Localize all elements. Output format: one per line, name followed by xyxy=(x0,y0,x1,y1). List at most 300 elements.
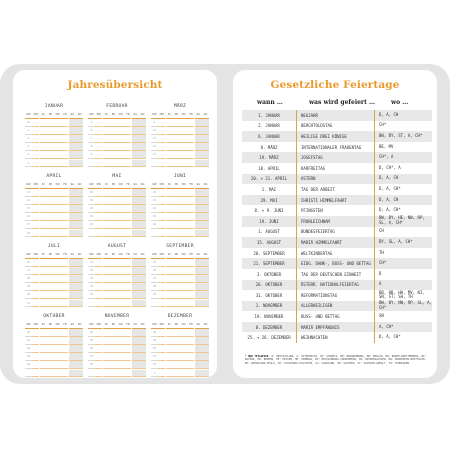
day-cell[interactable] xyxy=(47,291,54,299)
day-cell[interactable] xyxy=(202,205,209,213)
day-cell[interactable] xyxy=(103,283,110,291)
day-cell[interactable] xyxy=(54,361,61,369)
day-cell[interactable] xyxy=(195,267,202,275)
day-cell[interactable] xyxy=(173,230,180,238)
day-cell[interactable] xyxy=(132,205,139,213)
day-cell[interactable] xyxy=(76,127,83,135)
day-cell[interactable] xyxy=(187,127,194,135)
day-cell[interactable] xyxy=(54,259,61,267)
day-cell[interactable] xyxy=(32,135,39,143)
day-cell[interactable] xyxy=(166,221,173,229)
day-cell[interactable] xyxy=(139,205,146,213)
day-cell[interactable] xyxy=(103,353,110,361)
day-cell[interactable] xyxy=(69,151,76,159)
day-cell[interactable] xyxy=(187,189,194,197)
day-cell[interactable] xyxy=(95,230,102,238)
day-cell[interactable] xyxy=(166,300,173,308)
day-cell[interactable] xyxy=(195,300,202,308)
day-cell[interactable] xyxy=(95,221,102,229)
day-cell[interactable] xyxy=(132,283,139,291)
day-cell[interactable] xyxy=(117,259,124,267)
day-cell[interactable] xyxy=(202,291,209,299)
day-cell[interactable] xyxy=(195,221,202,229)
day-cell[interactable] xyxy=(158,267,165,275)
day-cell[interactable] xyxy=(61,337,68,345)
day-cell[interactable] xyxy=(117,221,124,229)
day-cell[interactable] xyxy=(173,353,180,361)
day-cell[interactable] xyxy=(103,205,110,213)
day-cell[interactable] xyxy=(132,275,139,283)
day-cell[interactable] xyxy=(117,127,124,135)
day-cell[interactable] xyxy=(202,151,209,159)
day-cell[interactable] xyxy=(166,283,173,291)
day-cell[interactable] xyxy=(124,189,131,197)
day-cell[interactable] xyxy=(95,205,102,213)
day-cell[interactable] xyxy=(110,300,117,308)
day-cell[interactable] xyxy=(166,205,173,213)
day-cell[interactable] xyxy=(76,283,83,291)
day-cell[interactable] xyxy=(158,329,165,337)
day-cell[interactable] xyxy=(124,119,131,127)
day-cell[interactable] xyxy=(173,119,180,127)
day-cell[interactable] xyxy=(103,267,110,275)
day-cell[interactable] xyxy=(47,221,54,229)
day-cell[interactable] xyxy=(47,267,54,275)
day-cell[interactable] xyxy=(180,291,187,299)
day-cell[interactable] xyxy=(110,127,117,135)
day-cell[interactable] xyxy=(69,160,76,168)
day-cell[interactable] xyxy=(187,291,194,299)
day-cell[interactable] xyxy=(158,135,165,143)
day-cell[interactable] xyxy=(180,329,187,337)
day-cell[interactable] xyxy=(124,337,131,345)
day-cell[interactable] xyxy=(61,230,68,238)
day-cell[interactable] xyxy=(76,291,83,299)
day-cell[interactable] xyxy=(110,189,117,197)
day-cell[interactable] xyxy=(158,189,165,197)
day-cell[interactable] xyxy=(173,370,180,378)
day-cell[interactable] xyxy=(139,300,146,308)
day-cell[interactable] xyxy=(180,197,187,205)
day-cell[interactable] xyxy=(76,197,83,205)
day-cell[interactable] xyxy=(32,213,39,221)
day-cell[interactable] xyxy=(187,259,194,267)
day-cell[interactable] xyxy=(32,127,39,135)
day-cell[interactable] xyxy=(187,337,194,345)
day-cell[interactable] xyxy=(69,353,76,361)
day-cell[interactable] xyxy=(95,275,102,283)
day-cell[interactable] xyxy=(95,361,102,369)
day-cell[interactable] xyxy=(40,135,47,143)
day-cell[interactable] xyxy=(69,370,76,378)
day-cell[interactable] xyxy=(103,230,110,238)
day-cell[interactable] xyxy=(124,300,131,308)
day-cell[interactable] xyxy=(95,337,102,345)
day-cell[interactable] xyxy=(132,259,139,267)
day-cell[interactable] xyxy=(195,189,202,197)
day-cell[interactable] xyxy=(32,267,39,275)
day-cell[interactable] xyxy=(139,267,146,275)
day-cell[interactable] xyxy=(117,283,124,291)
day-cell[interactable] xyxy=(132,151,139,159)
day-cell[interactable] xyxy=(47,213,54,221)
day-cell[interactable] xyxy=(95,189,102,197)
day-cell[interactable] xyxy=(195,230,202,238)
day-cell[interactable] xyxy=(158,337,165,345)
day-cell[interactable] xyxy=(40,370,47,378)
day-cell[interactable] xyxy=(202,337,209,345)
day-cell[interactable] xyxy=(110,119,117,127)
day-cell[interactable] xyxy=(103,275,110,283)
day-cell[interactable] xyxy=(54,345,61,353)
day-cell[interactable] xyxy=(103,370,110,378)
day-cell[interactable] xyxy=(110,230,117,238)
day-cell[interactable] xyxy=(173,300,180,308)
day-cell[interactable] xyxy=(117,135,124,143)
day-cell[interactable] xyxy=(132,300,139,308)
day-cell[interactable] xyxy=(103,160,110,168)
day-cell[interactable] xyxy=(54,230,61,238)
day-cell[interactable] xyxy=(110,291,117,299)
day-cell[interactable] xyxy=(173,189,180,197)
day-cell[interactable] xyxy=(139,127,146,135)
day-cell[interactable] xyxy=(117,230,124,238)
day-cell[interactable] xyxy=(173,221,180,229)
day-cell[interactable] xyxy=(202,353,209,361)
day-cell[interactable] xyxy=(124,329,131,337)
day-cell[interactable] xyxy=(40,127,47,135)
day-cell[interactable] xyxy=(132,213,139,221)
day-cell[interactable] xyxy=(54,127,61,135)
day-cell[interactable] xyxy=(61,259,68,267)
day-cell[interactable] xyxy=(139,370,146,378)
day-cell[interactable] xyxy=(124,135,131,143)
day-cell[interactable] xyxy=(32,221,39,229)
day-cell[interactable] xyxy=(158,300,165,308)
day-cell[interactable] xyxy=(158,291,165,299)
day-cell[interactable] xyxy=(195,370,202,378)
day-cell[interactable] xyxy=(54,291,61,299)
day-cell[interactable] xyxy=(139,221,146,229)
day-cell[interactable] xyxy=(166,127,173,135)
day-cell[interactable] xyxy=(124,205,131,213)
day-cell[interactable] xyxy=(202,143,209,151)
day-cell[interactable] xyxy=(173,291,180,299)
day-cell[interactable] xyxy=(47,259,54,267)
day-cell[interactable] xyxy=(40,345,47,353)
day-cell[interactable] xyxy=(76,213,83,221)
day-cell[interactable] xyxy=(103,291,110,299)
day-cell[interactable] xyxy=(124,160,131,168)
day-cell[interactable] xyxy=(117,300,124,308)
day-cell[interactable] xyxy=(32,119,39,127)
day-cell[interactable] xyxy=(69,291,76,299)
day-cell[interactable] xyxy=(132,221,139,229)
day-cell[interactable] xyxy=(95,213,102,221)
day-cell[interactable] xyxy=(173,267,180,275)
day-cell[interactable] xyxy=(54,160,61,168)
day-cell[interactable] xyxy=(195,275,202,283)
day-cell[interactable] xyxy=(95,345,102,353)
day-cell[interactable] xyxy=(40,160,47,168)
day-cell[interactable] xyxy=(69,189,76,197)
day-cell[interactable] xyxy=(180,143,187,151)
day-cell[interactable] xyxy=(40,230,47,238)
day-cell[interactable] xyxy=(69,135,76,143)
day-cell[interactable] xyxy=(158,205,165,213)
day-cell[interactable] xyxy=(76,135,83,143)
day-cell[interactable] xyxy=(173,345,180,353)
day-cell[interactable] xyxy=(69,275,76,283)
day-cell[interactable] xyxy=(195,337,202,345)
day-cell[interactable] xyxy=(166,361,173,369)
day-cell[interactable] xyxy=(47,119,54,127)
day-cell[interactable] xyxy=(139,337,146,345)
day-cell[interactable] xyxy=(47,143,54,151)
day-cell[interactable] xyxy=(47,197,54,205)
day-cell[interactable] xyxy=(110,275,117,283)
day-cell[interactable] xyxy=(32,197,39,205)
day-cell[interactable] xyxy=(40,361,47,369)
day-cell[interactable] xyxy=(202,221,209,229)
day-cell[interactable] xyxy=(95,119,102,127)
day-cell[interactable] xyxy=(187,143,194,151)
day-cell[interactable] xyxy=(180,353,187,361)
day-cell[interactable] xyxy=(76,275,83,283)
day-cell[interactable] xyxy=(76,345,83,353)
day-cell[interactable] xyxy=(166,337,173,345)
day-cell[interactable] xyxy=(32,143,39,151)
day-cell[interactable] xyxy=(158,370,165,378)
day-cell[interactable] xyxy=(139,275,146,283)
day-cell[interactable] xyxy=(180,127,187,135)
day-cell[interactable] xyxy=(124,197,131,205)
day-cell[interactable] xyxy=(132,353,139,361)
day-cell[interactable] xyxy=(95,151,102,159)
day-cell[interactable] xyxy=(117,337,124,345)
day-cell[interactable] xyxy=(117,160,124,168)
day-cell[interactable] xyxy=(61,135,68,143)
day-cell[interactable] xyxy=(103,119,110,127)
day-cell[interactable] xyxy=(195,197,202,205)
day-cell[interactable] xyxy=(124,291,131,299)
day-cell[interactable] xyxy=(180,160,187,168)
day-cell[interactable] xyxy=(54,337,61,345)
day-cell[interactable] xyxy=(173,143,180,151)
day-cell[interactable] xyxy=(124,151,131,159)
day-cell[interactable] xyxy=(139,259,146,267)
day-cell[interactable] xyxy=(187,213,194,221)
day-cell[interactable] xyxy=(54,329,61,337)
day-cell[interactable] xyxy=(95,300,102,308)
day-cell[interactable] xyxy=(158,221,165,229)
day-cell[interactable] xyxy=(32,329,39,337)
day-cell[interactable] xyxy=(69,205,76,213)
day-cell[interactable] xyxy=(32,151,39,159)
day-cell[interactable] xyxy=(132,135,139,143)
day-cell[interactable] xyxy=(76,160,83,168)
day-cell[interactable] xyxy=(40,221,47,229)
day-cell[interactable] xyxy=(166,259,173,267)
day-cell[interactable] xyxy=(54,151,61,159)
day-cell[interactable] xyxy=(124,345,131,353)
day-cell[interactable] xyxy=(32,337,39,345)
day-cell[interactable] xyxy=(187,345,194,353)
day-cell[interactable] xyxy=(47,300,54,308)
day-cell[interactable] xyxy=(40,329,47,337)
day-cell[interactable] xyxy=(180,119,187,127)
day-cell[interactable] xyxy=(47,127,54,135)
day-cell[interactable] xyxy=(195,205,202,213)
day-cell[interactable] xyxy=(76,143,83,151)
day-cell[interactable] xyxy=(139,353,146,361)
day-cell[interactable] xyxy=(117,353,124,361)
day-cell[interactable] xyxy=(110,205,117,213)
day-cell[interactable] xyxy=(173,259,180,267)
day-cell[interactable] xyxy=(173,275,180,283)
day-cell[interactable] xyxy=(95,329,102,337)
day-cell[interactable] xyxy=(158,353,165,361)
day-cell[interactable] xyxy=(32,345,39,353)
day-cell[interactable] xyxy=(110,370,117,378)
day-cell[interactable] xyxy=(139,197,146,205)
day-cell[interactable] xyxy=(158,230,165,238)
day-cell[interactable] xyxy=(187,205,194,213)
day-cell[interactable] xyxy=(187,283,194,291)
day-cell[interactable] xyxy=(166,291,173,299)
day-cell[interactable] xyxy=(69,283,76,291)
day-cell[interactable] xyxy=(187,135,194,143)
day-cell[interactable] xyxy=(61,361,68,369)
day-cell[interactable] xyxy=(110,329,117,337)
day-cell[interactable] xyxy=(40,151,47,159)
day-cell[interactable] xyxy=(124,259,131,267)
day-cell[interactable] xyxy=(40,283,47,291)
day-cell[interactable] xyxy=(173,361,180,369)
day-cell[interactable] xyxy=(76,221,83,229)
day-cell[interactable] xyxy=(132,345,139,353)
day-cell[interactable] xyxy=(166,189,173,197)
day-cell[interactable] xyxy=(132,370,139,378)
day-cell[interactable] xyxy=(103,197,110,205)
day-cell[interactable] xyxy=(173,283,180,291)
day-cell[interactable] xyxy=(173,151,180,159)
day-cell[interactable] xyxy=(202,197,209,205)
day-cell[interactable] xyxy=(76,189,83,197)
day-cell[interactable] xyxy=(166,353,173,361)
day-cell[interactable] xyxy=(61,197,68,205)
day-cell[interactable] xyxy=(158,361,165,369)
day-cell[interactable] xyxy=(40,189,47,197)
day-cell[interactable] xyxy=(69,119,76,127)
day-cell[interactable] xyxy=(110,213,117,221)
day-cell[interactable] xyxy=(117,205,124,213)
day-cell[interactable] xyxy=(166,230,173,238)
day-cell[interactable] xyxy=(173,205,180,213)
day-cell[interactable] xyxy=(180,267,187,275)
day-cell[interactable] xyxy=(32,283,39,291)
day-cell[interactable] xyxy=(195,345,202,353)
day-cell[interactable] xyxy=(187,275,194,283)
day-cell[interactable] xyxy=(132,189,139,197)
day-cell[interactable] xyxy=(61,300,68,308)
day-cell[interactable] xyxy=(195,329,202,337)
day-cell[interactable] xyxy=(103,329,110,337)
day-cell[interactable] xyxy=(76,300,83,308)
day-cell[interactable] xyxy=(202,370,209,378)
day-cell[interactable] xyxy=(32,189,39,197)
day-cell[interactable] xyxy=(124,283,131,291)
day-cell[interactable] xyxy=(95,197,102,205)
day-cell[interactable] xyxy=(124,275,131,283)
day-cell[interactable] xyxy=(195,119,202,127)
day-cell[interactable] xyxy=(180,259,187,267)
day-cell[interactable] xyxy=(202,160,209,168)
day-cell[interactable] xyxy=(103,127,110,135)
day-cell[interactable] xyxy=(166,267,173,275)
day-cell[interactable] xyxy=(180,345,187,353)
day-cell[interactable] xyxy=(202,329,209,337)
day-cell[interactable] xyxy=(61,221,68,229)
day-cell[interactable] xyxy=(132,329,139,337)
day-cell[interactable] xyxy=(40,267,47,275)
day-cell[interactable] xyxy=(180,300,187,308)
day-cell[interactable] xyxy=(187,151,194,159)
day-cell[interactable] xyxy=(76,329,83,337)
day-cell[interactable] xyxy=(32,291,39,299)
day-cell[interactable] xyxy=(166,345,173,353)
day-cell[interactable] xyxy=(166,119,173,127)
day-cell[interactable] xyxy=(132,291,139,299)
day-cell[interactable] xyxy=(54,267,61,275)
day-cell[interactable] xyxy=(187,197,194,205)
day-cell[interactable] xyxy=(47,230,54,238)
day-cell[interactable] xyxy=(32,275,39,283)
day-cell[interactable] xyxy=(158,283,165,291)
day-cell[interactable] xyxy=(110,160,117,168)
day-cell[interactable] xyxy=(76,337,83,345)
day-cell[interactable] xyxy=(117,197,124,205)
day-cell[interactable] xyxy=(139,143,146,151)
day-cell[interactable] xyxy=(166,151,173,159)
day-cell[interactable] xyxy=(103,213,110,221)
day-cell[interactable] xyxy=(76,370,83,378)
day-cell[interactable] xyxy=(110,259,117,267)
day-cell[interactable] xyxy=(47,345,54,353)
day-cell[interactable] xyxy=(69,197,76,205)
day-cell[interactable] xyxy=(47,189,54,197)
day-cell[interactable] xyxy=(95,267,102,275)
day-cell[interactable] xyxy=(187,119,194,127)
day-cell[interactable] xyxy=(139,329,146,337)
day-cell[interactable] xyxy=(117,119,124,127)
day-cell[interactable] xyxy=(54,213,61,221)
day-cell[interactable] xyxy=(117,370,124,378)
day-cell[interactable] xyxy=(180,151,187,159)
day-cell[interactable] xyxy=(117,361,124,369)
day-cell[interactable] xyxy=(47,370,54,378)
day-cell[interactable] xyxy=(47,205,54,213)
day-cell[interactable] xyxy=(40,259,47,267)
day-cell[interactable] xyxy=(158,275,165,283)
day-cell[interactable] xyxy=(103,337,110,345)
day-cell[interactable] xyxy=(47,135,54,143)
day-cell[interactable] xyxy=(195,259,202,267)
day-cell[interactable] xyxy=(187,353,194,361)
day-cell[interactable] xyxy=(76,151,83,159)
day-cell[interactable] xyxy=(117,143,124,151)
day-cell[interactable] xyxy=(69,259,76,267)
